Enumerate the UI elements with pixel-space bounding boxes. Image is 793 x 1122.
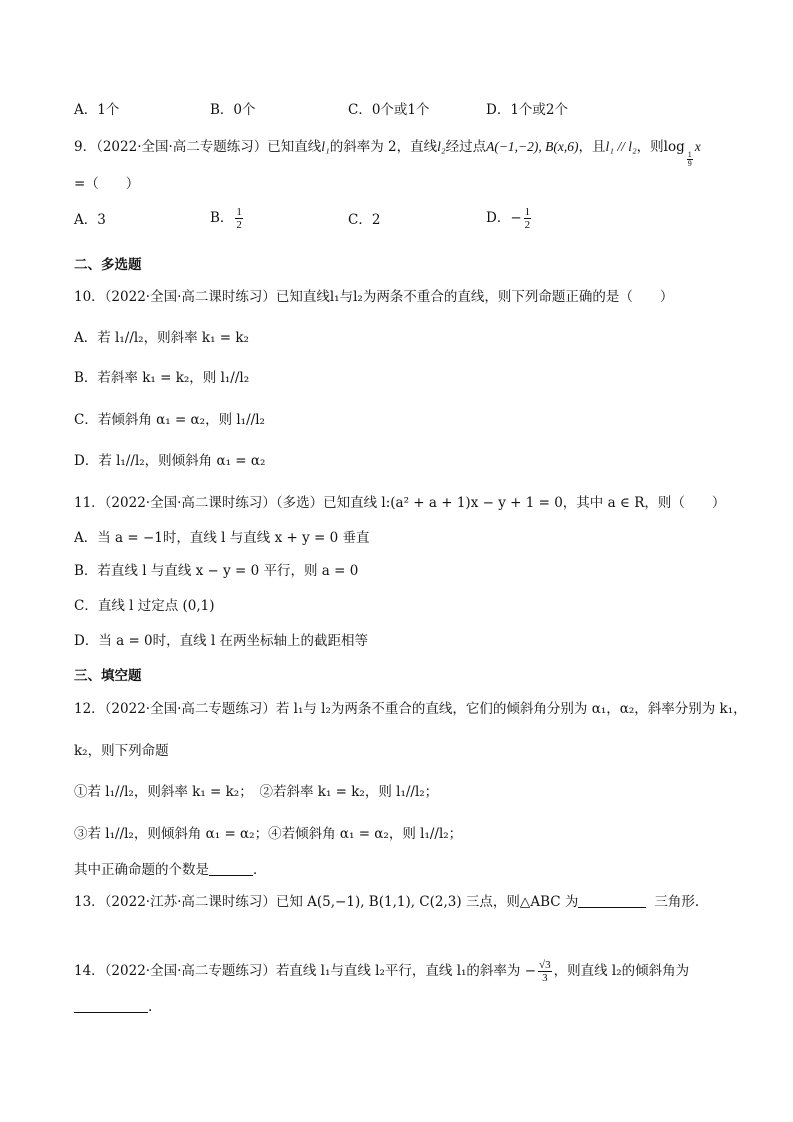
q14-question bbox=[74, 959, 689, 984]
q8-option-b: B．0个 bbox=[210, 102, 256, 118]
q12-stem-line1: 12．（2022·全国·高二专题练习）若 l₁与 l₂为两条不重合的直线，它们的倾斜角分别为 α₁，α₂，斜率分别为 k₁， bbox=[74, 701, 747, 717]
q12-end: ． bbox=[253, 862, 267, 878]
q9-l1: l₁ bbox=[321, 139, 330, 154]
q9-parallel: l₁ // l₂ bbox=[605, 139, 637, 154]
log-base-fraction bbox=[687, 151, 693, 168]
q11-option-a: A．当 a = −1时，直线 l 与直线 x + y = 0 垂直 bbox=[74, 530, 370, 546]
q9-d-fraction bbox=[524, 206, 532, 231]
q11-option-b: B．若直线 l 与直线 x − y = 0 平行，则 a = 0 bbox=[74, 563, 359, 579]
q9-d-den: 2 bbox=[524, 219, 531, 231]
q9-d-num: 1 bbox=[524, 206, 531, 218]
q14-stem: 14．（2022·全国·高二专题练习）若直线 l₁与直线 l₂平行，直线 l₁的斜率为 − bbox=[74, 963, 537, 979]
q12-item-3-4: ③若 l₁//l₂，则倾斜角 α₁ = α₂；④若倾斜角 α₁ = α₂，则 l₁//l₂； bbox=[74, 826, 463, 842]
q12-ask: 其中正确命题的个数是 bbox=[74, 862, 209, 878]
q14-answer-line bbox=[74, 997, 152, 1017]
q13-stem: 13．（2022·江苏·高二课时练习）已知 A(5,−1), B(1,1), C(2,3) 三点，则△ABC 为 bbox=[74, 894, 579, 910]
q14-answer-blank[interactable] bbox=[74, 998, 148, 1013]
q9-b-num: 1 bbox=[236, 206, 242, 218]
q9-b-den: 2 bbox=[236, 219, 242, 231]
q10-option-c: C．若倾斜角 α₁ = α₂，则 l₁//l₂ bbox=[74, 412, 265, 428]
q9-stem bbox=[74, 137, 701, 168]
q10-stem: 10．（2022·全国·高二课时练习）已知直线l₁与l₂为两条不重合的直线，则下列命题正确的是（ ） bbox=[74, 289, 674, 305]
q8-option-c: C．0个或1个 bbox=[348, 102, 430, 118]
q9-mid1: 的斜率为 2，直线 bbox=[329, 139, 438, 155]
q13-end: 三角形. bbox=[654, 894, 700, 910]
q9-option-c: C．2 bbox=[348, 212, 381, 228]
q12-item-1-2: ①若 l₁//l₂，则斜率 k₁ = k₂； ②若斜率 k₁ = k₂，则 l₁//l₂； bbox=[74, 784, 439, 800]
log-base-den: 9 bbox=[687, 159, 692, 168]
q9-line2: =（ ） bbox=[74, 176, 140, 192]
q14-slope-fraction bbox=[538, 959, 552, 984]
q12-stem-line2: k₂，则下列命题 bbox=[74, 743, 169, 759]
q9-d-label: D．− bbox=[486, 210, 522, 226]
q13-answer-blank[interactable] bbox=[578, 893, 646, 908]
q10-option-b: B．若斜率 k₁ = k₂，则 l₁//l₂ bbox=[74, 370, 250, 386]
q14-frac-num: √3 bbox=[539, 959, 551, 971]
q11-option-c: C．直线 l 过定点 (0,1) bbox=[74, 598, 215, 614]
q9-points: A(−1,−2), B(x,6) bbox=[486, 139, 579, 154]
q9-log-expression bbox=[663, 139, 701, 168]
log-text: log bbox=[663, 139, 685, 155]
q9-mid2: 经过点 bbox=[445, 139, 487, 155]
q9-l2: l₂ bbox=[437, 139, 446, 154]
q10-option-a: A．若 l₁//l₂，则斜率 k₁ = k₂ bbox=[74, 330, 249, 346]
q14-frac-den: 3 bbox=[542, 972, 548, 984]
q8-option-d: D．1个或2个 bbox=[486, 102, 569, 118]
q11-stem: 11．（2022·全国·高二课时练习）（多选）已知直线 l:(a² + a + 1)x − y + 1 = 0，其中 a ∈ R，则（ ） bbox=[74, 495, 726, 511]
q11-option-d: D．当 a = 0时，直线 l 在两坐标轴上的截距相等 bbox=[74, 633, 369, 649]
log-argument: x bbox=[694, 139, 701, 154]
q8-option-a: A．1个 bbox=[74, 102, 120, 118]
q14-end: ，则直线 l₂的倾斜角为 bbox=[553, 963, 690, 979]
q9-b-fraction bbox=[235, 206, 243, 231]
section-fill-in-heading: 三、填空题 bbox=[74, 668, 142, 684]
q10-option-d: D．若 l₁//l₂，则倾斜角 α₁ = α₂ bbox=[74, 453, 266, 469]
q9-option-d bbox=[486, 206, 533, 231]
q9-option-a: A．3 bbox=[74, 212, 106, 228]
q12-answer-blank[interactable] bbox=[209, 861, 253, 876]
q13-question bbox=[74, 892, 699, 912]
q12-question bbox=[74, 860, 267, 880]
section-multiple-choice-heading: 二、多选题 bbox=[74, 257, 142, 273]
q9-mid3: ，且 bbox=[578, 139, 606, 155]
q14-tail: . bbox=[148, 999, 153, 1015]
q9-b-label: B． bbox=[210, 210, 234, 226]
q9-mid4: ，则 bbox=[636, 139, 664, 155]
q9-prefix: 9．（2022·全国·高二专题练习）已知直线 bbox=[74, 139, 322, 155]
q9-option-b bbox=[210, 206, 245, 231]
log-base-num: 1 bbox=[687, 150, 692, 159]
